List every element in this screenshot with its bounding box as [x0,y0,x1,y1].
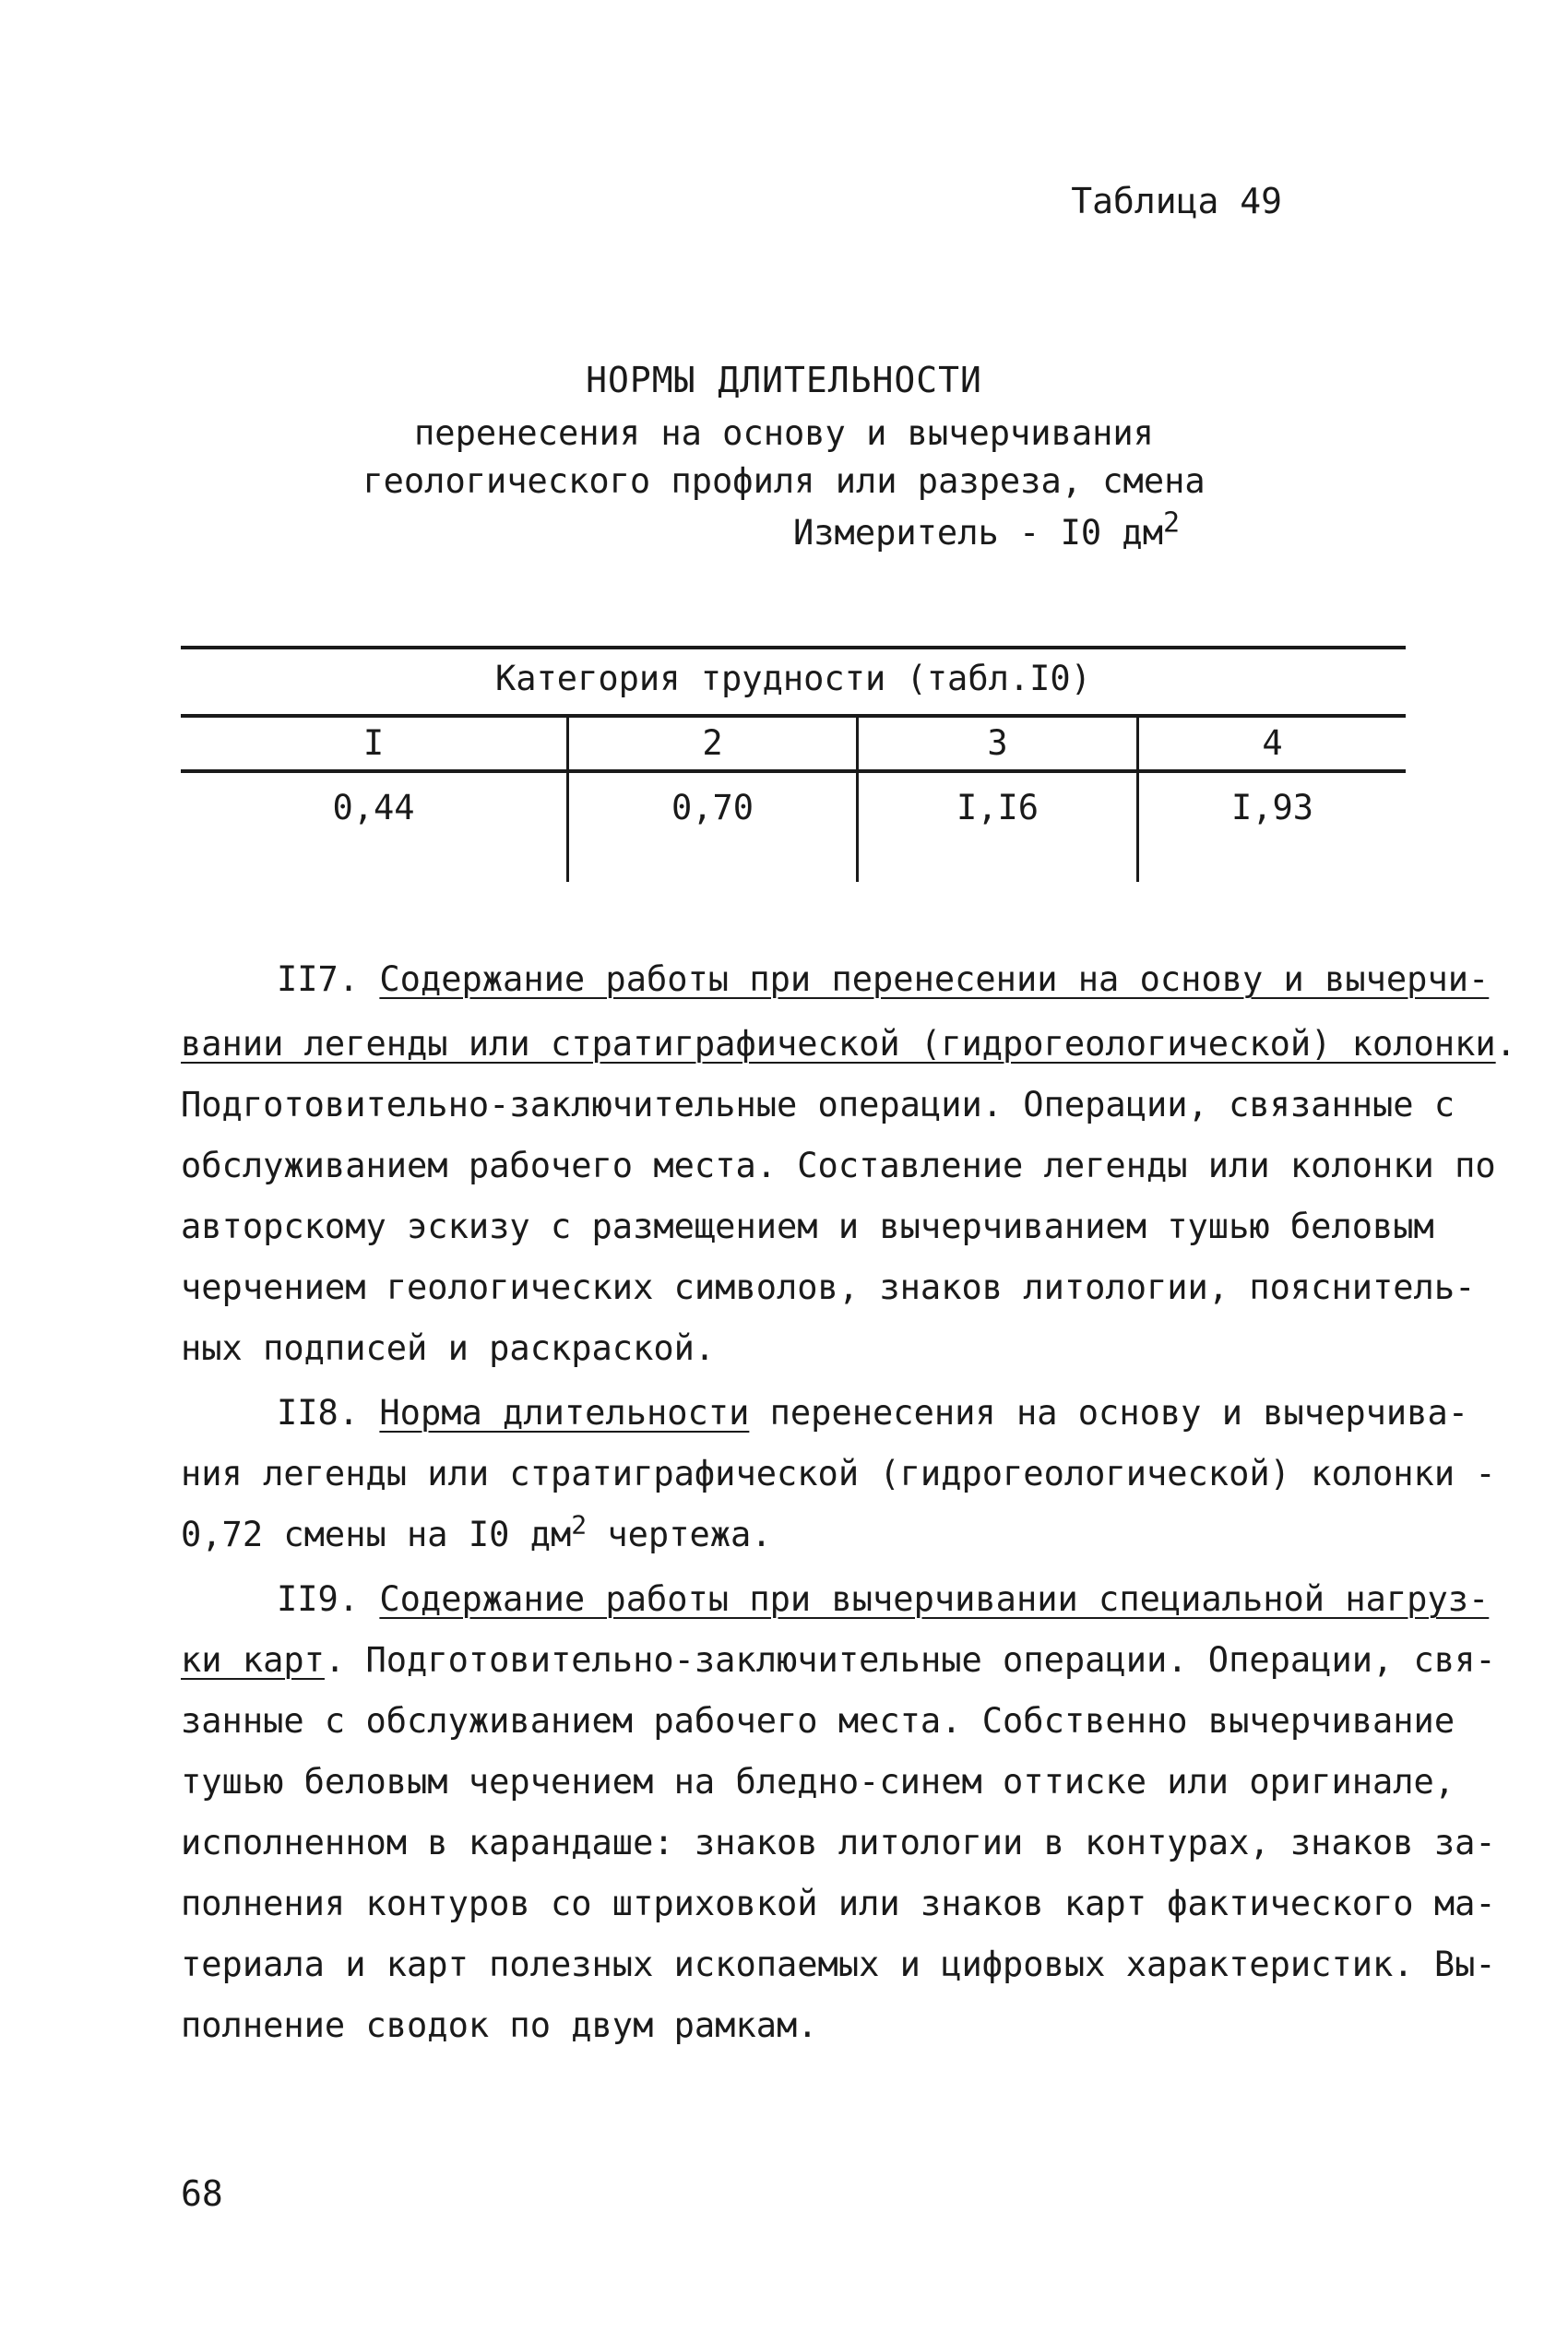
measurement-unit-text: Измеритель - I0 дм [793,513,1163,553]
p118-number: II8. [277,1393,360,1433]
p117-heading-period: . [1495,1024,1516,1064]
norm-value-cat-1: 0,44 [332,788,415,827]
p117-line-5: авторскому эскизу с размещением и вычерчиванием тушью беловым [181,1207,1434,1246]
category-col-1: I [362,723,385,763]
p118-unit-exponent: 2 [571,1509,588,1541]
p119-line-2 [181,1640,1496,1680]
measurement-unit-exponent: 2 [1162,506,1181,540]
table-rule-top [181,646,1406,649]
table-rule-header [181,714,1406,718]
p117-line-2 [181,1024,1516,1064]
p118-line-2: ния легенды или стратиграфической (гидрогеологической) колонки - [181,1454,1496,1493]
p119-line-4: тушью беловым черчением на бледно-синем оттиске или оригинале, [181,1762,1455,1802]
p117-line-1 [277,959,1489,999]
p118-line-3-end: чертежа. [587,1515,772,1554]
p119-line-6: полнения контуров со штриховкой или знаков карт фактического ма- [181,1884,1496,1923]
p117-number: II7. [277,959,360,999]
norm-value-cat-4: I,93 [1230,788,1314,827]
p119-line-1 [277,1579,1489,1619]
table-title: НОРМЫ ДЛИТЕЛЬНОСТИ [586,360,982,400]
p117-line-7: ных подписей и раскраской. [181,1328,716,1368]
p119-number: II9. [277,1579,360,1619]
p117-line-4: обслуживанием рабочего места. Составление легенды или колонки по [181,1146,1496,1185]
p119-line-8: полнение сводок по двум рамкам. [181,2005,818,2045]
category-col-2: 2 [702,723,723,763]
table-rule-columns [181,769,1406,773]
p118-line-1 [277,1393,1468,1433]
p119-line-3: занные с обслуживанием рабочего места. Собственно вычерчивание [181,1701,1455,1741]
table-subtitle-line-1: перенесения на основу и вычерчивания [414,413,1154,453]
p119-line-7: териала и карт полезных ископаемых и цифровых характеристик. Вы- [181,1945,1496,1984]
p119-line-5: исполненном в карандаше: знаков литологии в контурах, знаков за- [181,1823,1496,1862]
category-col-4: 4 [1262,723,1283,763]
p117-line-3: Подготовительно-заключительные операции. Операции, связанные с [181,1085,1455,1124]
p118-line-3 [181,1509,772,1554]
table-subtitle-line-2: геологического профиля или разреза, смена [362,461,1206,501]
norm-value-cat-2: 0,70 [671,788,754,827]
p118-line-3-text: 0,72 смены на I0 дм [181,1515,572,1554]
p119-line-2-rest: . Подготовительно-заключительные операции. Операции, свя- [324,1640,1496,1680]
p117-line-6: черчением геологических символов, знаков литологии, пояснитель- [181,1267,1476,1307]
category-header: Категория трудности (табл.I0) [494,659,1091,698]
norms-table [181,646,1406,884]
p117-heading: Содержание работы при перенесении на основу и вычерчи- [379,959,1490,999]
p118-heading: Норма длительности [379,1393,750,1433]
p119-heading-cont: ки карт [181,1640,325,1680]
p117-heading-cont: вании легенды или стратиграфической (гидрогеологической) колонки [181,1024,1496,1064]
measurement-unit [793,506,1181,553]
table-label: Таблица 49 [1071,181,1282,221]
category-col-3: 3 [987,723,1008,763]
p119-heading: Содержание работы при вычерчивании специальной нагруз- [379,1579,1490,1619]
page-number: 68 [181,2173,223,2214]
norm-value-cat-3: I,I6 [956,788,1039,827]
p118-line-1-rest: перенесения на основу и вычерчива- [749,1393,1469,1433]
